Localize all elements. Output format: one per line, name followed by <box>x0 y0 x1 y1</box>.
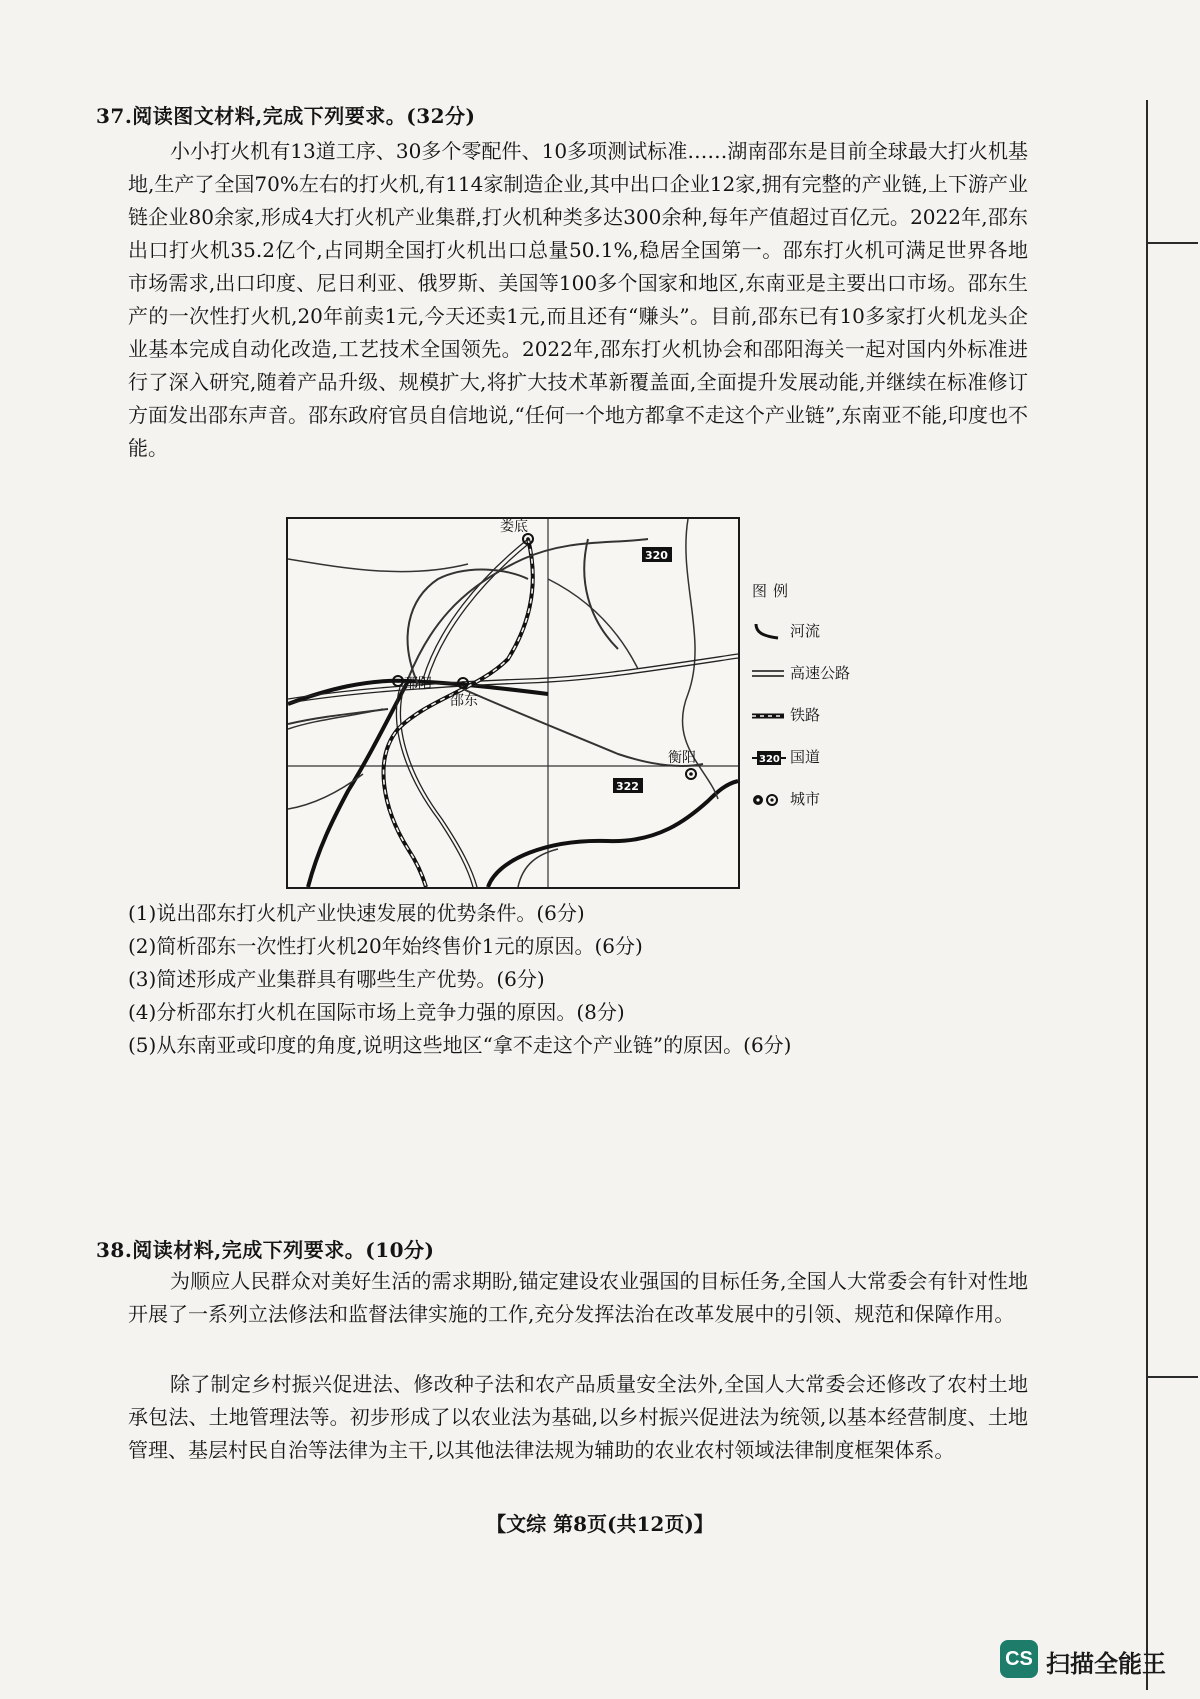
river-branch <box>288 774 363 809</box>
camscanner-logo-icon: CS <box>1000 1640 1038 1678</box>
subquestion: (1)说出邵东打火机产业快速发展的优势条件。(6分) <box>128 901 585 925</box>
watermark-text: 扫描全能王 <box>1046 1651 1166 1678</box>
question-37-subquestions <box>128 897 791 1062</box>
city-label-shaoyang: 邵阳 <box>404 676 432 692</box>
city-symbol-icon <box>752 790 784 810</box>
national-road-symbol-icon <box>752 748 786 768</box>
question-38-material-1: 为顺应人民群众对美好生活的需求期盼,锚定建设农业强国的目标任务,全国人大常委会有针对性地开展了一系列立法修法和监督法律实施的工作,充分发挥法治在改革发展中的引领、规范和保障作用。 <box>128 1269 1028 1326</box>
question-37-heading: 37.阅读图文材料,完成下列要求。(32分) <box>96 104 476 128</box>
river-branch <box>548 579 638 669</box>
expressway-symbol-icon <box>752 664 784 684</box>
margin-tick <box>1148 242 1198 244</box>
subquestion: (5)从东南亚或印度的角度,说明这些地区“拿不走这个产业链”的原因。(6分) <box>128 1033 792 1057</box>
route-label-322: 322 <box>616 780 639 793</box>
legend-label: 高速公路 <box>790 664 851 682</box>
subquestion: (3)简述形成产业集群具有哪些生产优势。(6分) <box>128 967 545 991</box>
page-footer: 【文综 第8页(共12页)】 <box>486 1512 714 1536</box>
map-drawing <box>288 519 738 887</box>
legend-label: 河流 <box>790 622 821 640</box>
legend-label: 国道 <box>790 748 821 766</box>
scanner-watermark <box>1000 1636 1195 1682</box>
question-38-material-2: 除了制定乡村振兴促进法、修改种子法和农产品质量安全法外,全国人大常委会还修改了农村土地承包法、土地管理法等。初步形成了以农业法为基础,以乡村振兴促进法为统领,以基本经营制度、土地管理、基层村民自治等法律为主干,以其他法律法规为辅助的农业农村领域法律制度框架体系。 <box>128 1372 1028 1462</box>
river-symbol-icon <box>752 622 782 642</box>
city-marker <box>686 769 696 779</box>
river-south <box>488 781 738 887</box>
legend-label: 铁路 <box>790 706 821 724</box>
legend-title: 图例 <box>752 582 795 600</box>
route-label-sample: 320 <box>759 754 780 765</box>
question-37-material: 小小打火机有13道工序、30多个零配件、10多项测试标准……湖南邵东是目前全球最大打火机基地,生产了全国70%左右的打火机,有114家制造企业,其中出口企业12家,拥有完整的产业链,上下游产业链企业80余家,形成4大打火机产业集群,打火机种类多达300余种,每年产值超过百亿元。2022年,邵东出口打火机35.2亿个,占同期全国打火机出口总量50.1%,稳居全国第一。邵东打火机可满足世界各地市场需求,出口印度、尼日利亚、俄罗斯、美国等100多个国家和地区,东南亚是主要出口市场。邵东生产的一次性打火机,20年前卖1元,今天还卖1元,而且还有“赚头”。目前,邵东已有10多家打火机龙头企业基本完成自动化改造,工艺技术全国领先。2022年,邵东打火机协会和邵阳海关一起对国内外标准进行了深入研究,随着产品升级、规模扩大,将扩大技术革新覆盖面,全面提升发展动能,并继续在标准修订方面发出邵东声音。邵东政府官员自信地说,“任何一个地方都拿不走这个产业链”,东南亚不能,印度也不能。 <box>128 139 1028 460</box>
question-38-heading: 38.阅读材料,完成下列要求。(10分) <box>96 1238 435 1262</box>
margin-line <box>1146 100 1148 1690</box>
railway <box>384 539 533 887</box>
route-label-320: 320 <box>645 549 668 562</box>
subquestion: (4)分析邵东打火机在国际市场上竞争力强的原因。(8分) <box>128 1000 625 1024</box>
railway-symbol-icon <box>752 706 784 726</box>
legend-label: 城市 <box>790 790 821 808</box>
national-road <box>288 539 703 766</box>
map-figure <box>286 517 740 889</box>
city-label-loudi: 娄底 <box>500 519 528 535</box>
city-label-hengyang: 衡阳 <box>668 750 696 766</box>
margin-tick <box>1148 1376 1198 1378</box>
subquestion: (2)简析邵东一次性打火机20年始终售价1元的原因。(6分) <box>128 934 643 958</box>
city-label-shaodong: 邵东 <box>450 693 478 709</box>
railway-dash <box>384 539 533 887</box>
river-branch <box>288 559 468 572</box>
